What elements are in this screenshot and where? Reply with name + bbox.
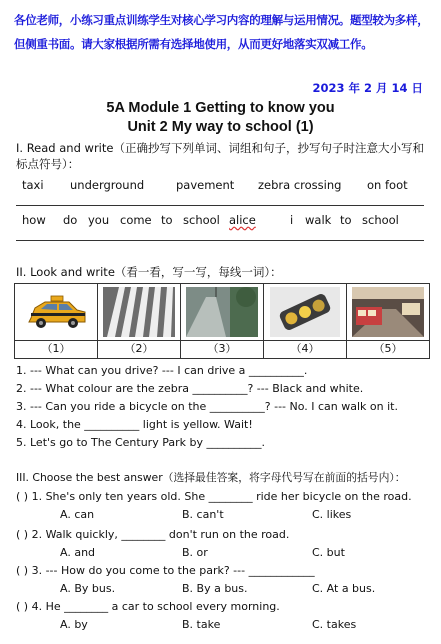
word-pavement: pavement xyxy=(176,178,235,192)
look-write-item-1: 1. --- What can you drive? --- I can drive a __________. xyxy=(16,364,308,377)
mc-option[interactable]: C. likes xyxy=(312,508,352,521)
word-zebra-crossing: zebra crossing xyxy=(258,178,342,192)
sentence-word: you xyxy=(88,213,110,227)
picture-row xyxy=(14,283,430,341)
mc-question-3: ( ) 3. --- How do you come to the park? --- ____________ xyxy=(16,564,315,577)
picture-label: （4） xyxy=(263,340,346,358)
look-write-item-4: 4. Look, the __________ light is yellow. Wait! xyxy=(16,418,253,431)
mc-option[interactable]: C. but xyxy=(312,546,345,559)
picture-taxi xyxy=(15,284,97,340)
sentence-word: to xyxy=(161,213,173,227)
teacher-notice: 各位老师，小练习重点训练学生对核心学习内容的理解与运用情况。题型较为多样，但侧重书面。请大家根据所需有选择地使用，从而更好地落实双减工作。 xyxy=(14,13,429,51)
mc-option[interactable]: A. and xyxy=(60,546,96,559)
picture-pavement xyxy=(180,284,263,340)
picture-label: （1） xyxy=(41,342,71,355)
mc-question-4: ( ) 4. He ________ a car to school every morning. xyxy=(16,600,280,613)
unit-title: Unit 2 My way to school (1) xyxy=(127,119,314,135)
picture-label: （5） xyxy=(346,340,429,358)
module-title: 5A Module 1 Getting to know you xyxy=(106,100,335,116)
section1-heading: Ⅰ. Read and write（正确抄写下列单词、词组和句子，抄写句子时注意大小写和标点符号）： xyxy=(16,141,424,171)
sentence-word: walk xyxy=(305,213,332,227)
word-underground: underground xyxy=(70,178,145,192)
picture-label-row xyxy=(14,340,430,359)
mc-option[interactable]: C. At a bus. xyxy=(312,582,376,595)
sentence-word: do xyxy=(63,213,78,227)
picture-underground xyxy=(346,284,429,340)
mc-option[interactable]: B. By a bus. xyxy=(182,582,248,595)
mc-question-1: ( ) 1. She's only ten years old. She ________ ride her bicycle on the road. xyxy=(16,490,412,503)
mc-question-2: ( ) 2. Walk quickly, ________ don't run on the road. xyxy=(16,528,290,541)
section3-heading: III. Choose the best answer（选择最佳答案，将字母代号写在前面的括号内）： xyxy=(16,471,406,484)
worksheet-date: 2023 年 2 月 14 日 xyxy=(312,81,423,95)
sentence-word-alice: alice xyxy=(229,213,256,227)
sentence-word: to xyxy=(340,213,352,227)
mc-option[interactable]: A. can xyxy=(60,508,95,521)
sentence-word: school xyxy=(362,213,399,227)
mc-option[interactable]: C. takes xyxy=(312,618,357,631)
mc-option[interactable]: B. can't xyxy=(182,508,224,521)
mc-option[interactable]: A. By bus. xyxy=(60,582,116,595)
picture-label: （3） xyxy=(180,340,263,358)
sentence-word: school xyxy=(183,213,220,227)
picture-traffic-light xyxy=(263,284,346,340)
look-write-item-5: 5. Let's go to The Century Park by __________. xyxy=(16,436,265,449)
picture-label: （2） xyxy=(97,340,180,358)
sentence-word: how xyxy=(22,213,46,227)
picture-zebra-crossing xyxy=(97,284,180,340)
word-taxi: taxi xyxy=(22,178,44,192)
mc-option[interactable]: B. take xyxy=(182,618,221,631)
section2-heading: II. Look and write（看一看，写一写，每线一词）： xyxy=(16,265,282,279)
writing-line[interactable] xyxy=(16,205,424,206)
look-write-item-2: 2. --- What colour are the zebra __________? --- Black and white. xyxy=(16,382,364,395)
look-write-item-3: 3. --- Can you ride a bicycle on the __________? --- No. I can walk on it. xyxy=(16,400,398,413)
writing-line[interactable] xyxy=(16,240,424,241)
word-on-foot: on foot xyxy=(367,178,408,192)
mc-option[interactable]: A. by xyxy=(60,618,88,631)
mc-option[interactable]: B. or xyxy=(182,546,208,559)
sentence-word: come xyxy=(120,213,152,227)
sentence-word: i xyxy=(290,213,294,227)
